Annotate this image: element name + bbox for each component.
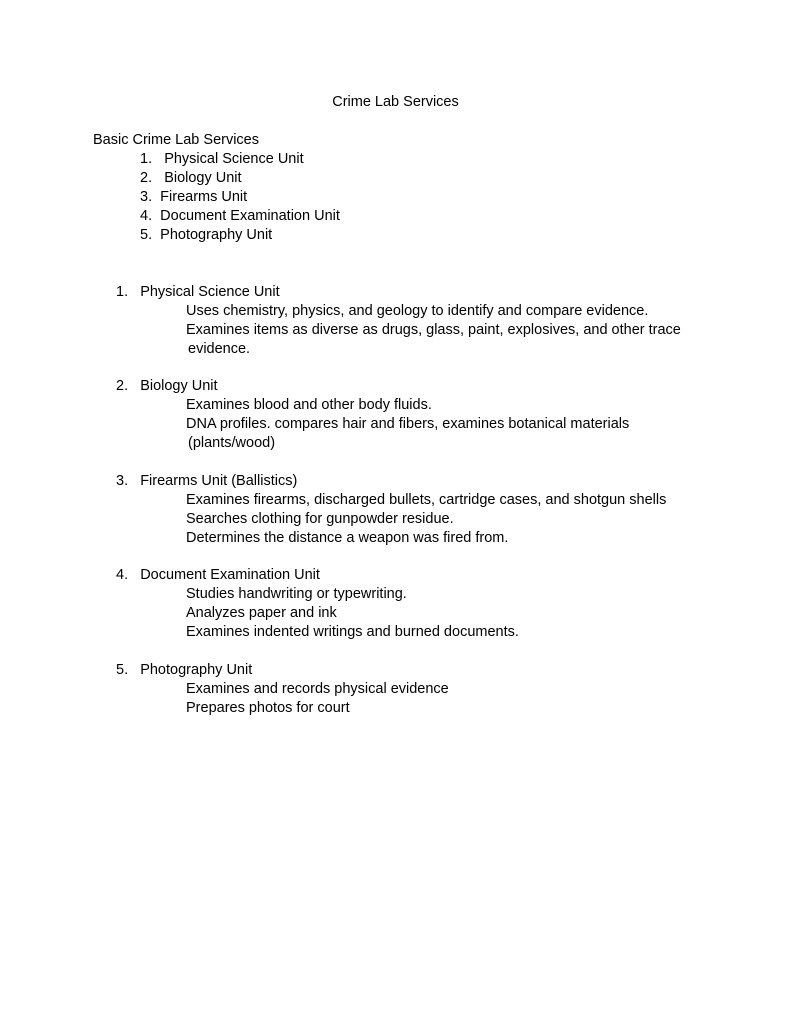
- section-5-line-2: Prepares photos for court: [186, 700, 350, 716]
- summary-item-label: Physical Science Unit: [164, 151, 304, 167]
- summary-item-label: Document Examination Unit: [160, 208, 340, 224]
- section-heading: Document Examination Unit: [140, 567, 320, 583]
- section-number: 1.: [116, 284, 129, 300]
- summary-item-number: 4.: [140, 208, 153, 224]
- section-1-line-3: evidence.: [188, 341, 251, 357]
- summary-item-label: Photography Unit: [160, 227, 273, 243]
- section-number: 4.: [116, 567, 129, 583]
- summary-item-3: [140, 188, 247, 207]
- summary-heading: Basic Crime Lab Services: [93, 132, 259, 148]
- section-4-line-2: Analyzes paper and ink: [186, 605, 337, 621]
- section-3-heading: [116, 472, 297, 491]
- section-1-line-1: Uses chemistry, physics, and geology to identify and compare evidence.: [186, 303, 649, 319]
- section-number: 5.: [116, 662, 129, 678]
- summary-item-label: Biology Unit: [164, 170, 242, 186]
- section-3-line-2: Searches clothing for gunpowder residue.: [186, 511, 454, 527]
- section-1-line-2: Examines items as diverse as drugs, glass, paint, explosives, and other trace: [186, 322, 681, 338]
- summary-item-number: 1.: [140, 151, 153, 167]
- section-heading: Biology Unit: [140, 378, 218, 394]
- section-1-heading: [116, 283, 280, 302]
- section-4-heading: [116, 566, 320, 585]
- summary-item-1: [140, 150, 304, 169]
- summary-item-5: [140, 226, 272, 245]
- section-heading: Photography Unit: [140, 662, 253, 678]
- section-number: 2.: [116, 378, 129, 394]
- section-3-line-1: Examines firearms, discharged bullets, cartridge cases, and shotgun shells: [186, 492, 667, 508]
- section-heading: Firearms Unit (Ballistics): [140, 473, 298, 489]
- section-2-line-3: (plants/wood): [188, 435, 276, 451]
- section-3-line-3: Determines the distance a weapon was fired from.: [186, 530, 509, 546]
- section-number: 3.: [116, 473, 129, 489]
- summary-item-number: 2.: [140, 170, 153, 186]
- section-2-line-1: Examines blood and other body fluids.: [186, 397, 432, 413]
- section-2-line-2: DNA profiles. compares hair and fibers, examines botanical materials: [186, 416, 630, 432]
- section-4-line-3: Examines indented writings and burned documents.: [186, 624, 519, 640]
- section-2-heading: [116, 377, 218, 396]
- section-heading: Physical Science Unit: [140, 284, 280, 300]
- summary-item-4: [140, 207, 340, 226]
- page-title: Crime Lab Services: [332, 94, 459, 110]
- section-5-line-1: Examines and records physical evidence: [186, 681, 449, 697]
- section-4-line-1: Studies handwriting or typewriting.: [186, 586, 407, 602]
- summary-item-number: 3.: [140, 189, 153, 205]
- section-5-heading: [116, 661, 252, 680]
- summary-item-number: 5.: [140, 227, 153, 243]
- summary-item-label: Firearms Unit: [160, 189, 248, 205]
- summary-item-2: [140, 169, 242, 188]
